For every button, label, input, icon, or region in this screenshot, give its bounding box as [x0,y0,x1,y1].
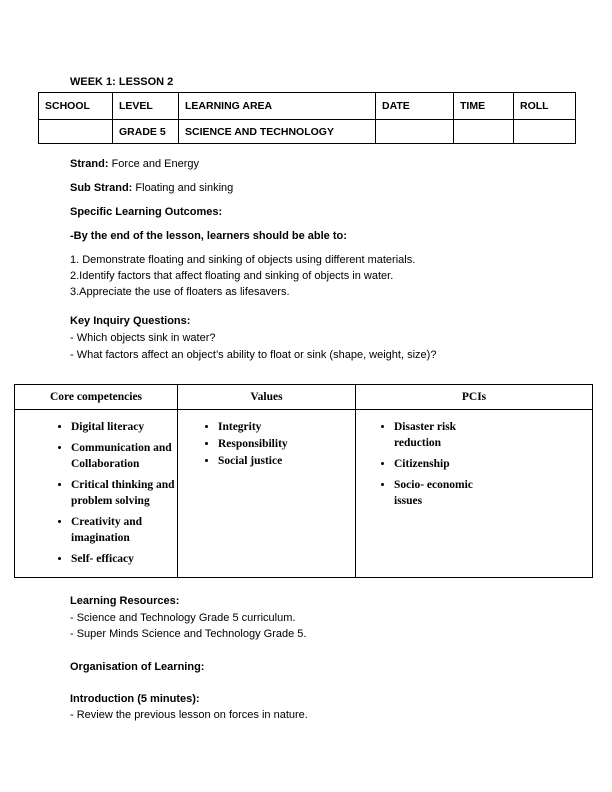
strand-label: Strand: [70,158,109,170]
learning-resources-section [70,593,582,643]
outcomes-heading: Specific Learning Outcomes: [70,206,223,218]
value-item: • Integrity [218,419,355,435]
learning-resources-list [70,610,582,643]
value-cell-time [454,120,514,144]
resource-item: - Science and Technology Grade 5 curriculum. [70,611,296,624]
table-row [39,93,576,120]
sub-strand-value: Floating and sinking [135,182,234,194]
pci-item: • Citizenship [394,456,489,472]
competencies-header: Core competencies [15,385,178,410]
value-cell-level: GRADE 5 [113,120,179,144]
introduction-section [70,691,582,723]
organisation-heading: Organisation of Learning: [70,660,205,673]
key-inquiry-question: - Which objects sink in water? [70,332,216,344]
learning-resources-heading: Learning Resources: [70,595,180,607]
pci-item: • Disaster risk reduction [394,419,489,451]
strand-value: Force and Energy [111,158,199,170]
table-row [39,120,576,144]
key-inquiry-list [70,330,582,364]
sub-strand-line [70,180,582,196]
competency-item: • Digital literacy [71,419,177,435]
outcome-item: 2.Identify factors that affect floating and sinking of objects in water. [70,270,394,282]
sub-strand-label: Sub Strand: [70,182,133,194]
outcome-item: 3.Appreciate the use of floaters as lifesavers. [70,286,290,298]
outcome-item: 1. Demonstrate floating and sinking of objects using different materials. [70,254,416,266]
table-row [15,385,593,410]
header-cell-date: DATE [376,93,454,120]
introduction-list [70,707,582,723]
lesson-header-table [38,92,576,144]
key-inquiry-heading: Key Inquiry Questions: [70,315,191,327]
pci-item: • Socio- economic issues [394,477,489,509]
table-row [15,410,593,578]
competencies-list [15,419,177,567]
values-cell [178,410,356,578]
page-title: WEEK 1: LESSON 2 [70,76,174,88]
header-cell-school: SCHOOL [39,93,113,120]
header-cell-learning-area: LEARNING AREA [179,93,376,120]
pcis-cell [356,410,593,578]
introduction-heading: Introduction (5 minutes): [70,692,200,705]
competency-table [14,384,593,578]
outcomes-list [70,252,582,300]
values-header: Values [178,385,356,410]
header-cell-level: LEVEL [113,93,179,120]
introduction-item: - Review the previous lesson on forces in nature. [70,708,308,721]
competency-item: • Creativity and imagination [71,514,177,546]
competency-item: • Communication and Collaboration [71,440,177,472]
header-cell-time: TIME [454,93,514,120]
outcomes-intro: -By the end of the lesson, learners should be able to: [70,230,347,242]
value-cell-date [376,120,454,144]
values-list [178,419,355,469]
competency-item: • Self- efficacy [71,551,177,567]
pcis-header: PCIs [356,385,593,410]
value-cell-roll [514,120,576,144]
header-cell-roll: ROLL [514,93,576,120]
pcis-list [356,419,592,509]
key-inquiry-section [70,313,582,364]
value-cell-learning-area: SCIENCE AND TECHNOLOGY [179,120,376,144]
value-cell-school [39,120,113,144]
competencies-cell [15,410,178,578]
value-item: • Social justice [218,453,355,469]
value-item: • Responsibility [218,436,355,452]
competency-item: • Critical thinking and problem solving [71,477,177,509]
resource-item: - Super Minds Science and Technology Grade 5. [70,628,307,640]
key-inquiry-question: - What factors affect an object’s ability to float or sink (shape, weight, size)? [70,349,437,361]
strand-line [70,156,582,172]
